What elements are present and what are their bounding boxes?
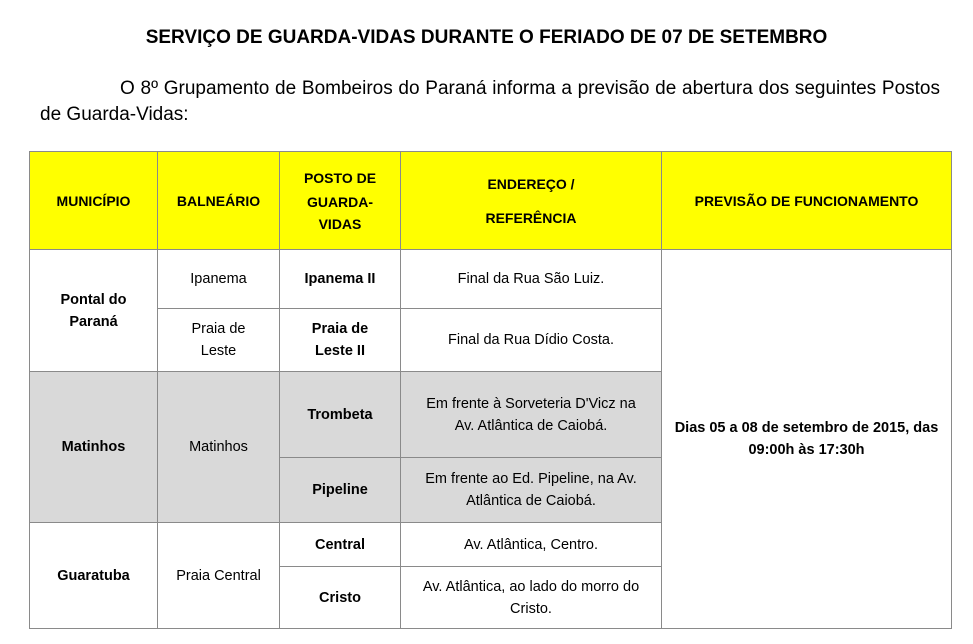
header-municipio: MUNICÍPIO [30,152,158,250]
cell-balneario: Ipanema [158,250,280,309]
table-header-row [30,152,952,250]
header-balneario: BALNEÁRIO [158,152,280,250]
cell-endereco: Final da Rua Dídio Costa. [401,309,662,372]
cell-endereco: Em frente ao Ed. Pipeline, na Av. Atlântica de Caiobá. [401,458,662,523]
cell-posto: Pipeline [280,458,401,523]
cell-posto: Central [280,523,401,567]
cell-municipio: Guaratuba [30,523,158,629]
document-title: SERVIÇO DE GUARDA-VIDAS DURANTE O FERIADO DE 07 DE SETEMBRO [145,27,828,48]
intro-paragraph: O 8º Grupamento de Bombeiros do Paraná informa a previsão de abertura dos seguintes Postos de Guarda-Vidas: [40,78,940,125]
table-row [30,250,952,309]
cell-balneario: Matinhos [158,372,280,523]
cell-endereco: Av. Atlântica, ao lado do morro do Cristo. [401,567,662,629]
cell-posto: Cristo [280,567,401,629]
header-endereco-line1: ENDEREÇO / [487,175,575,192]
cell-previsao: Dias 05 a 08 de setembro de 2015, das 09:00h às 17:30h [662,250,952,629]
header-endereco-line2: REFERÊNCIA [485,209,577,226]
cell-municipio: Pontal do Paraná [30,250,158,372]
header-previsao: PREVISÃO DE FUNCIONAMENTO [662,152,952,250]
cell-endereco: Final da Rua São Luiz. [401,250,662,309]
header-posto [280,152,401,250]
header-endereco [401,152,662,250]
lifeguard-posts-table [29,151,952,629]
header-posto-line2: GUARDA-VIDAS [306,193,374,232]
cell-balneario: Praia de Leste [158,309,280,372]
cell-balneario: Praia Central [158,523,280,629]
cell-endereco: Av. Atlântica, Centro. [401,523,662,567]
cell-posto: Trombeta [280,372,401,458]
cell-endereco: Em frente à Sorveteria D'Vicz na Av. Atlântica de Caiobá. [401,372,662,458]
header-posto-line1: POSTO DE [303,169,377,186]
cell-posto: Praia de Leste II [280,309,401,372]
cell-municipio: Matinhos [30,372,158,523]
cell-posto: Ipanema II [280,250,401,309]
